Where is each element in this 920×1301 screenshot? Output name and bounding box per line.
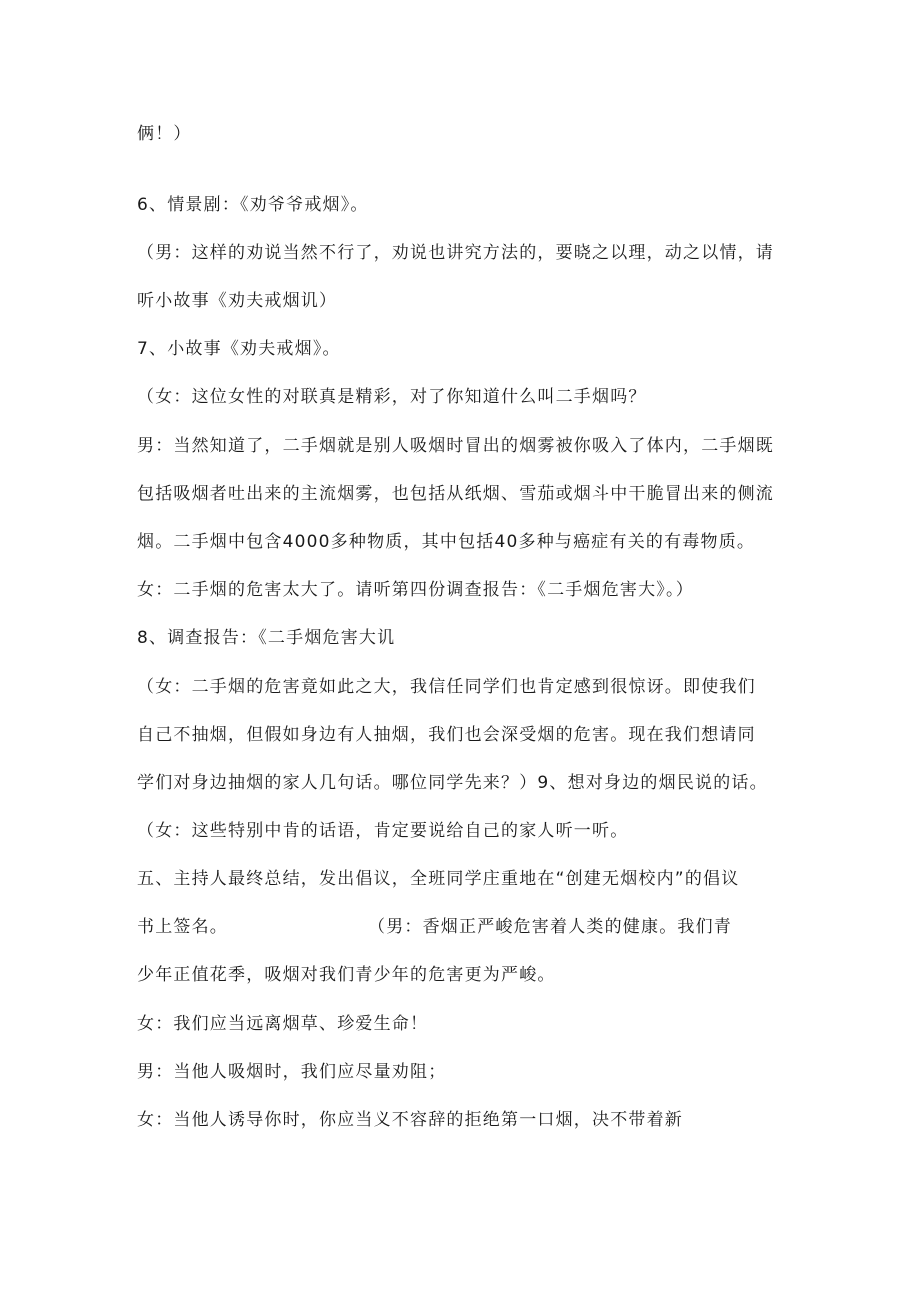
- text-line: 包括吸烟者吐出来的主流烟雾，也包括从纸烟、雪茄或烟斗中干脆冒出来的侧流: [137, 484, 774, 504]
- section-heading: 五、主持人最终总结，发出倡议，全班同学庄重地在“创建无烟校内”的倡议: [137, 869, 740, 889]
- text-fragment-right: （男：香烟正严峻危害着人类的健康。我们青: [368, 917, 732, 937]
- text-line: 女：我们应当远离烟草、珍爱生命！: [137, 1014, 429, 1034]
- text-line: 男：当他人吸烟时，我们应尽量劝阻；: [137, 1062, 447, 1082]
- text-line: 学们对身边抽烟的家人几句话。哪位同学先来？）9、想对身边的烟民说的话。: [137, 773, 768, 793]
- section-heading: 7、小故事《劝夫戒烟》。: [137, 339, 341, 359]
- text-line: 女：当他人诱导你时，你应当义不容辞的拒绝第一口烟，决不带着新: [137, 1110, 683, 1130]
- text-line-split: [137, 915, 732, 939]
- text-line: 听小故事《劝夫戒烟讥）: [137, 291, 338, 311]
- text-line: 男：当然知道了，二手烟就是别人吸烟时冒出的烟雾被你吸入了体内，二手烟既: [137, 436, 774, 456]
- text-line: （女：这些特别中肯的话语，肯定要说给自己的家人听一听。: [137, 821, 629, 841]
- text-line: 自己不抽烟，但假如身边有人抽烟，我们也会深受烟的危害。现在我们想请同: [137, 725, 756, 745]
- text-line: （女：这位女性的对联真是精彩，对了你知道什么叫二手烟吗？: [137, 387, 647, 407]
- text-line: 少年正值花季，吸烟对我们青少年的危害更为严峻。: [137, 965, 556, 985]
- section-heading: 6、情景剧：《劝爷爷戒烟》。: [137, 195, 369, 215]
- text-line: 烟。二手烟中包含4000多种物质，其中包括40多种与癌症有关的有毒物质。: [137, 532, 756, 552]
- text-line: （女：二手烟的危害竟如此之大，我信任同学们也肯定感到很惊讶。即使我们: [137, 677, 756, 697]
- text-fragment-left: 书上签名。: [137, 917, 228, 937]
- text-line: 俩！）: [137, 124, 192, 144]
- text-line: （男：这样的劝说当然不行了，劝说也讲究方法的，要晓之以理，动之以情，请: [137, 243, 774, 263]
- section-heading: 8、调查报告：《二手烟危害大讥: [137, 628, 396, 648]
- text-line: 女：二手烟的危害太大了。请听第四份调查报告：《二手烟危害大》。）: [137, 580, 694, 600]
